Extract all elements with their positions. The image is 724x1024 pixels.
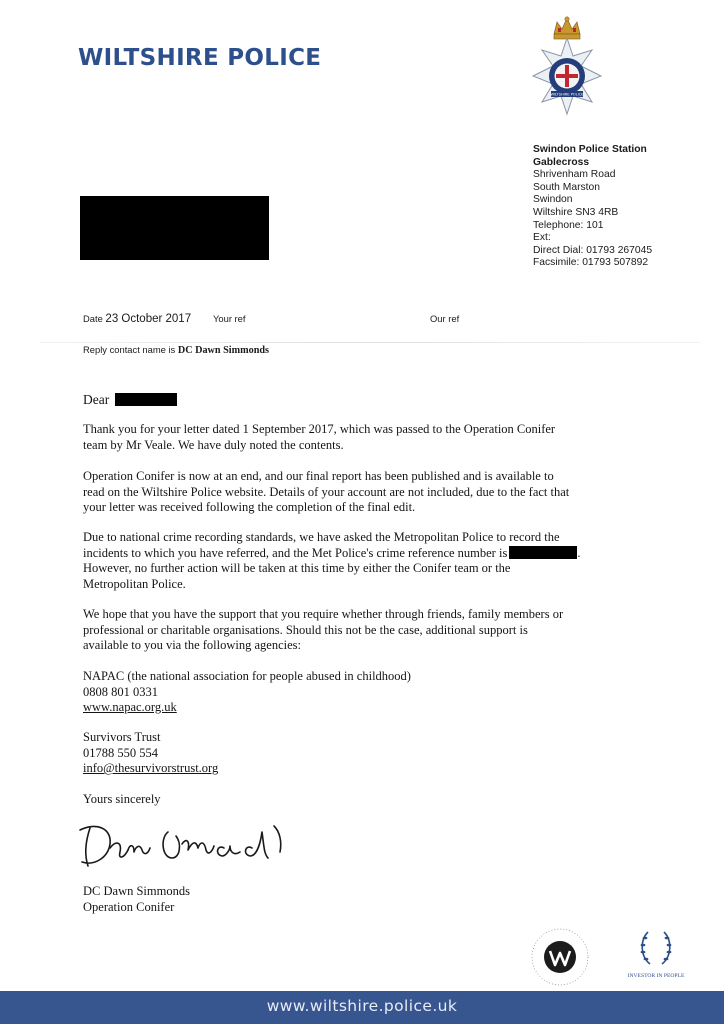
letter-date	[83, 313, 191, 325]
date-label: Date	[83, 313, 103, 324]
your-ref-label: Your ref	[213, 313, 246, 324]
org-name-heading: WILTSHIRE POLICE	[78, 45, 322, 71]
text-line: professional or charitable organisations. Should this not be the case, additional support is	[83, 622, 528, 637]
address-line: Wiltshire SN3 4RB	[533, 206, 619, 218]
agency-name: Survivors Trust	[83, 730, 161, 744]
text-line: We hope that you have the support that you require whether through friends, family members or	[83, 607, 564, 621]
signatory-unit: Operation Conifer	[83, 899, 175, 914]
reply-contact	[83, 344, 269, 356]
text-line-with-redaction	[83, 546, 580, 562]
paragraph-2	[83, 469, 569, 516]
crest-ribbon-text: WILTSHIRE POLICE	[550, 92, 584, 97]
paragraph-4	[83, 607, 563, 654]
sign-off	[83, 884, 190, 915]
text-line: team by Mr Veale. We have duly noted the contents.	[83, 437, 344, 452]
date-value: 23 October 2017	[105, 313, 192, 325]
facsimile: Facsimile: 01793 507892	[533, 257, 649, 269]
reply-name: DC Dawn Simmonds	[177, 345, 269, 356]
text-segment: .	[577, 545, 581, 560]
redacted-recipient-address	[80, 196, 269, 260]
text-line: your letter was received following the completion of the final edit.	[83, 500, 416, 515]
agency-napac	[83, 669, 411, 716]
address-line: Swindon	[533, 194, 573, 206]
text-line: Metropolitan Police.	[83, 576, 186, 591]
closing-text: Yours sincerely	[83, 792, 161, 806]
paragraph-3	[83, 530, 580, 592]
investor-in-people-label: INVESTOR IN PEOPLE	[627, 973, 685, 979]
footer-bar	[0, 991, 724, 1024]
agency-phone: 01788 550 554	[83, 745, 158, 760]
station-building: Gablecross	[533, 156, 590, 168]
scan-divider	[40, 342, 700, 343]
text-line: However, no further action will be taken at this time by either the Conifer team or the	[83, 561, 511, 576]
reply-label: Reply contact name is	[83, 344, 176, 355]
disabled-people-logo-icon	[528, 925, 600, 989]
salutation	[83, 392, 177, 408]
signatory-name: DC Dawn Simmonds	[83, 884, 190, 898]
address-line: South Marston	[533, 181, 600, 193]
direct-dial: Direct Dial: 01793 267045	[533, 244, 653, 256]
paragraph-1	[83, 422, 555, 453]
salutation-text: Dear	[83, 392, 110, 407]
our-ref-label: Our ref	[430, 313, 460, 324]
text-line: read on the Wiltshire Police website. Details of your account are not included, due to the fact that	[83, 484, 570, 499]
station-address	[533, 144, 652, 270]
extension: Ext:	[533, 232, 551, 244]
text-segment: incidents to which you have referred, and the Met Police's crime reference number is	[83, 545, 508, 560]
telephone: Telephone: 101	[533, 219, 604, 231]
station-name: Swindon Police Station	[533, 144, 647, 155]
redacted-crime-reference	[509, 546, 577, 559]
text-line: available to you via the following agencies:	[83, 638, 301, 653]
closing	[83, 792, 161, 808]
investor-in-people-logo	[618, 926, 694, 986]
footer-website-link[interactable]: www.wiltshire.police.uk	[266, 997, 458, 1015]
agency-phone: 0808 801 0331	[83, 684, 158, 699]
napac-website-link[interactable]: www.napac.org.uk	[83, 700, 177, 715]
police-crest-icon	[527, 14, 607, 126]
text-line: Operation Conifer is now at an end, and our final report has been published and is available to	[83, 469, 554, 483]
laurel-wreath-icon	[638, 926, 674, 970]
address-line: Shrivenham Road	[533, 169, 616, 181]
text-line: Thank you for your letter dated 1 September 2017, which was passed to the Operation Conifer	[83, 422, 556, 436]
redacted-name	[115, 393, 177, 406]
agency-name: NAPAC (the national association for people abused in childhood)	[83, 669, 411, 683]
handwritten-signature	[76, 818, 306, 874]
agency-survivors-trust	[83, 730, 218, 777]
text-line: Due to national crime recording standards, we have asked the Metropolitan Police to record the	[83, 530, 560, 544]
survivors-trust-email-link[interactable]: info@thesurvivorstrust.org	[83, 761, 219, 776]
